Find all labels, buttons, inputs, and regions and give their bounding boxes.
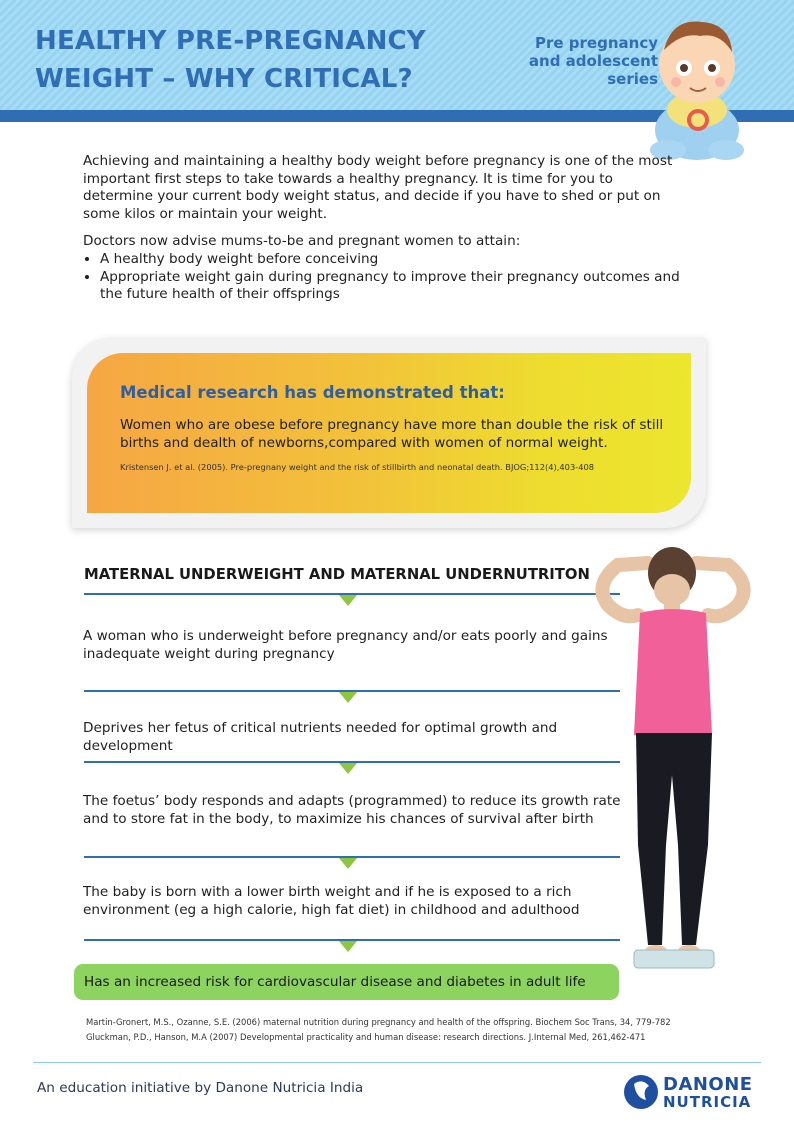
footer-initiative: An education initiative by Danone Nutricia India	[37, 1080, 364, 1096]
intro-paragraph-1: Achieving and maintaining a healthy body weight before pregnancy is one of the most important first steps to take towards a healthy pregnancy. It is time for you to determine your current body weight status, and decide if you have to shed or put on some kilos or maintain your weight.	[83, 153, 673, 222]
series-line-2: and adolescent	[528, 52, 658, 70]
intro-paragraph-2: Doctors now advise mums-to-be and pregnant women to attain:	[83, 233, 521, 250]
chain-step-1: A woman who is underweight before pregnancy and/or eats poorly and gains inadequate weight during pregnancy	[83, 628, 608, 662]
references	[86, 1015, 726, 1045]
woman-on-scale-illustration	[578, 545, 763, 985]
baby-illustration	[642, 10, 752, 165]
page-title	[35, 22, 455, 98]
chain-step-3: The foetus’ body responds and adapts (programmed) to reduce its growth rate and to store fat in the body, to maximize his chances of survival after birth	[83, 793, 621, 827]
logo-line-2: NUTRICIA	[663, 1093, 752, 1111]
title-line-2: WEIGHT – WHY CRITICAL?	[35, 64, 413, 94]
intro-bullet-list	[83, 251, 683, 304]
down-arrow-icon	[339, 941, 357, 952]
series-line-1: Pre pregnancy	[535, 34, 658, 52]
research-text: Women who are obese before pregnancy have more than double the risk of still births and dealth of newborns,compared with women of normal weight.	[120, 417, 664, 451]
series-line-3: series	[607, 70, 658, 88]
intro-bullet: • Appropriate weight gain during pregnancy to improve their pregnancy outcomes and the future health of their offsprings	[100, 269, 683, 304]
chain-step-4: The baby is born with a lower birth weight and if he is exposed to a rich environment (eg a high calorie, high fat diet) in childhood and adulthood	[83, 884, 580, 918]
reference-item: Gluckman, P.D., Hanson, M.A (2007) Developmental practicality and human disease: research directions. J.Internal Med, 261,462-471	[86, 1032, 646, 1042]
title-line-1: HEALTHY PRE-PREGNANCY	[35, 26, 426, 56]
series-label	[490, 34, 658, 88]
intro-text	[83, 153, 683, 304]
intro-bullet: • A healthy body weight before conceiving	[100, 251, 683, 269]
chain-step-2: Deprives her fetus of critical nutrients needed for optimal growth and development	[83, 720, 558, 754]
section-title: MATERNAL UNDERWEIGHT AND MATERNAL UNDERNUTRITON	[84, 566, 590, 583]
down-arrow-icon	[339, 692, 357, 703]
logo-line-1: DANONE	[663, 1074, 753, 1095]
reference-item: Martin-Gronert, M.S., Ozanne, S.E. (2006) maternal nutrition during pregnancy and health of the offspring. Biochem Soc Trans, 34, 779-782	[86, 1017, 671, 1027]
footer-divider	[33, 1062, 761, 1063]
research-citation: Kristensen J. et al. (2005). Pre-pregnany weight and the risk of stillbirth and neonatal death. BJOG;112(4),403-408	[120, 462, 595, 472]
down-arrow-icon	[339, 595, 357, 606]
down-arrow-icon	[339, 858, 357, 869]
research-heading: Medical research has demonstrated that:	[120, 383, 505, 402]
outcome-text: Has an increased risk for cardiovascular disease and diabetes in adult life	[84, 974, 586, 990]
down-arrow-icon	[339, 763, 357, 774]
